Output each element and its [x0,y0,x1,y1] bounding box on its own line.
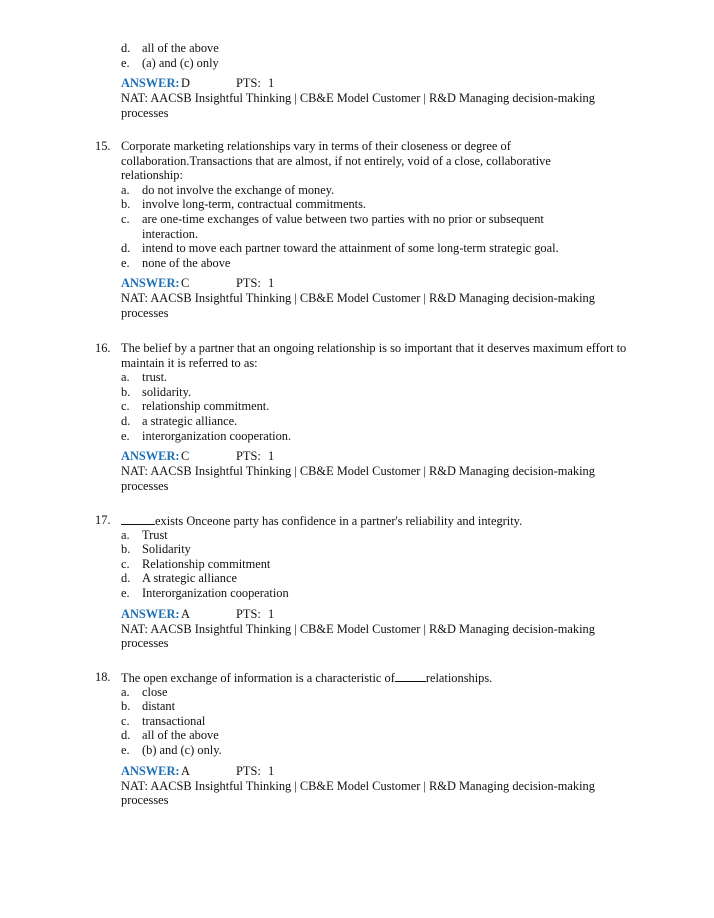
nat-line: processes [121,636,169,651]
option-e: e. (b) and (c) only. [121,742,222,757]
pts-value: 1 [268,606,275,621]
question-number: 17. [95,513,111,527]
option-b: b. Solidarity [121,542,191,557]
answer-row [0,449,714,464]
pts-label: PTS: [236,276,261,291]
pts-label: PTS: [236,763,261,778]
option-a: a. Trust [121,527,168,542]
answer-label: ANSWER: [121,449,180,464]
question-14-tail [0,41,714,120]
option-text: all of the above [142,41,219,55]
answer-row [0,76,714,91]
nat-line: NAT: AACSB Insightful Thinking | CB&E Model Customer | R&D Managing decision-making [121,291,595,306]
question-17 [0,513,714,651]
nat-line: processes [121,105,169,120]
fill-in-blank [121,513,155,525]
option-d: d. all of the above [121,728,219,743]
option-letter: e. [121,55,130,70]
question-16 [0,341,714,493]
option-e: e. none of the above [121,255,231,270]
nat-line: NAT: AACSB Insightful Thinking | CB&E Model Customer | R&D Managing decision-making [121,464,595,479]
option-c: c. relationship commitment. [121,399,270,414]
nat-line: processes [121,478,169,493]
option-a: a. do not involve the exchange of money. [121,182,335,197]
answer-row [0,764,714,779]
answer-value: A [181,763,190,778]
pts-value: 1 [268,76,275,91]
question-stem: 17. exists Onceone party has confidence in a partner's reliability and integrity. [95,513,523,528]
pts-label: PTS: [236,449,261,464]
option-c: c. transactional [121,713,206,728]
answer-value: D [181,76,190,91]
option-b: b. distant [121,699,176,714]
question-stem: 16. The belief by a partner that an ongoing relationship is so important that it deserves maximum effort to [95,341,627,355]
option-a: a. trust. [121,370,168,385]
option-d: d. A strategic alliance [121,571,237,586]
pts-value: 1 [268,449,275,464]
option-d: d. intend to move each partner toward the attainment of some long-term strategic goal. [121,241,559,256]
question-18 [0,670,714,808]
option-a: a. close [121,684,168,699]
answer-row [0,276,714,291]
nat-line: NAT: AACSB Insightful Thinking | CB&E Model Customer | R&D Managing decision-making [121,778,595,793]
pts-value: 1 [268,276,275,291]
answer-value: A [181,606,190,621]
pts-value: 1 [268,763,275,778]
option-text: (a) and (c) only [142,55,219,70]
option-c: c. Relationship commitment [121,556,271,571]
pts-label: PTS: [236,606,261,621]
question-number: 16. [95,341,111,355]
nat-line: NAT: AACSB Insightful Thinking | CB&E Model Customer | R&D Managing decision-making [121,91,595,106]
option-c-continued: interaction. [142,226,199,241]
fill-in-blank [395,670,426,682]
question-number: 18. [95,670,111,684]
answer-label: ANSWER: [121,76,180,91]
option-letter: d. [121,41,131,55]
option-d: d. a strategic alliance. [121,413,238,428]
pts-label: PTS: [236,76,261,91]
answer-value: C [181,449,190,464]
question-number: 15. [95,139,111,153]
question-stem: 18. The open exchange of information is a characteristic of relationships. [95,670,493,685]
option-b: b. involve long-term, contractual commitments. [121,197,367,212]
option-e: e. Interorganization cooperation [121,585,289,600]
question-stem: 15. Corporate marketing relationships vary in terms of their closeness or degree of [95,139,511,153]
question-stem: maintain it is referred to as: [121,355,258,370]
question-stem: relationship: [121,168,183,183]
question-15 [0,139,714,321]
answer-label: ANSWER: [121,606,180,621]
option-e: e. interorganization cooperation. [121,428,292,443]
question-stem: collaboration.Transactions that are almost, if not entirely, void of a close, collaborative [121,153,551,168]
answer-value: C [181,276,190,291]
option-e [0,56,714,71]
option-b: b. solidarity. [121,384,192,399]
option-d [0,41,714,56]
nat-line: NAT: AACSB Insightful Thinking | CB&E Model Customer | R&D Managing decision-making [121,621,595,636]
nat-line: processes [121,793,169,808]
answer-label: ANSWER: [121,763,180,778]
nat-line: processes [121,305,169,320]
option-c: c. are one-time exchanges of value between two parties with no prior or subsequent [121,211,544,226]
answer-label: ANSWER: [121,276,180,291]
answer-row [0,607,714,622]
